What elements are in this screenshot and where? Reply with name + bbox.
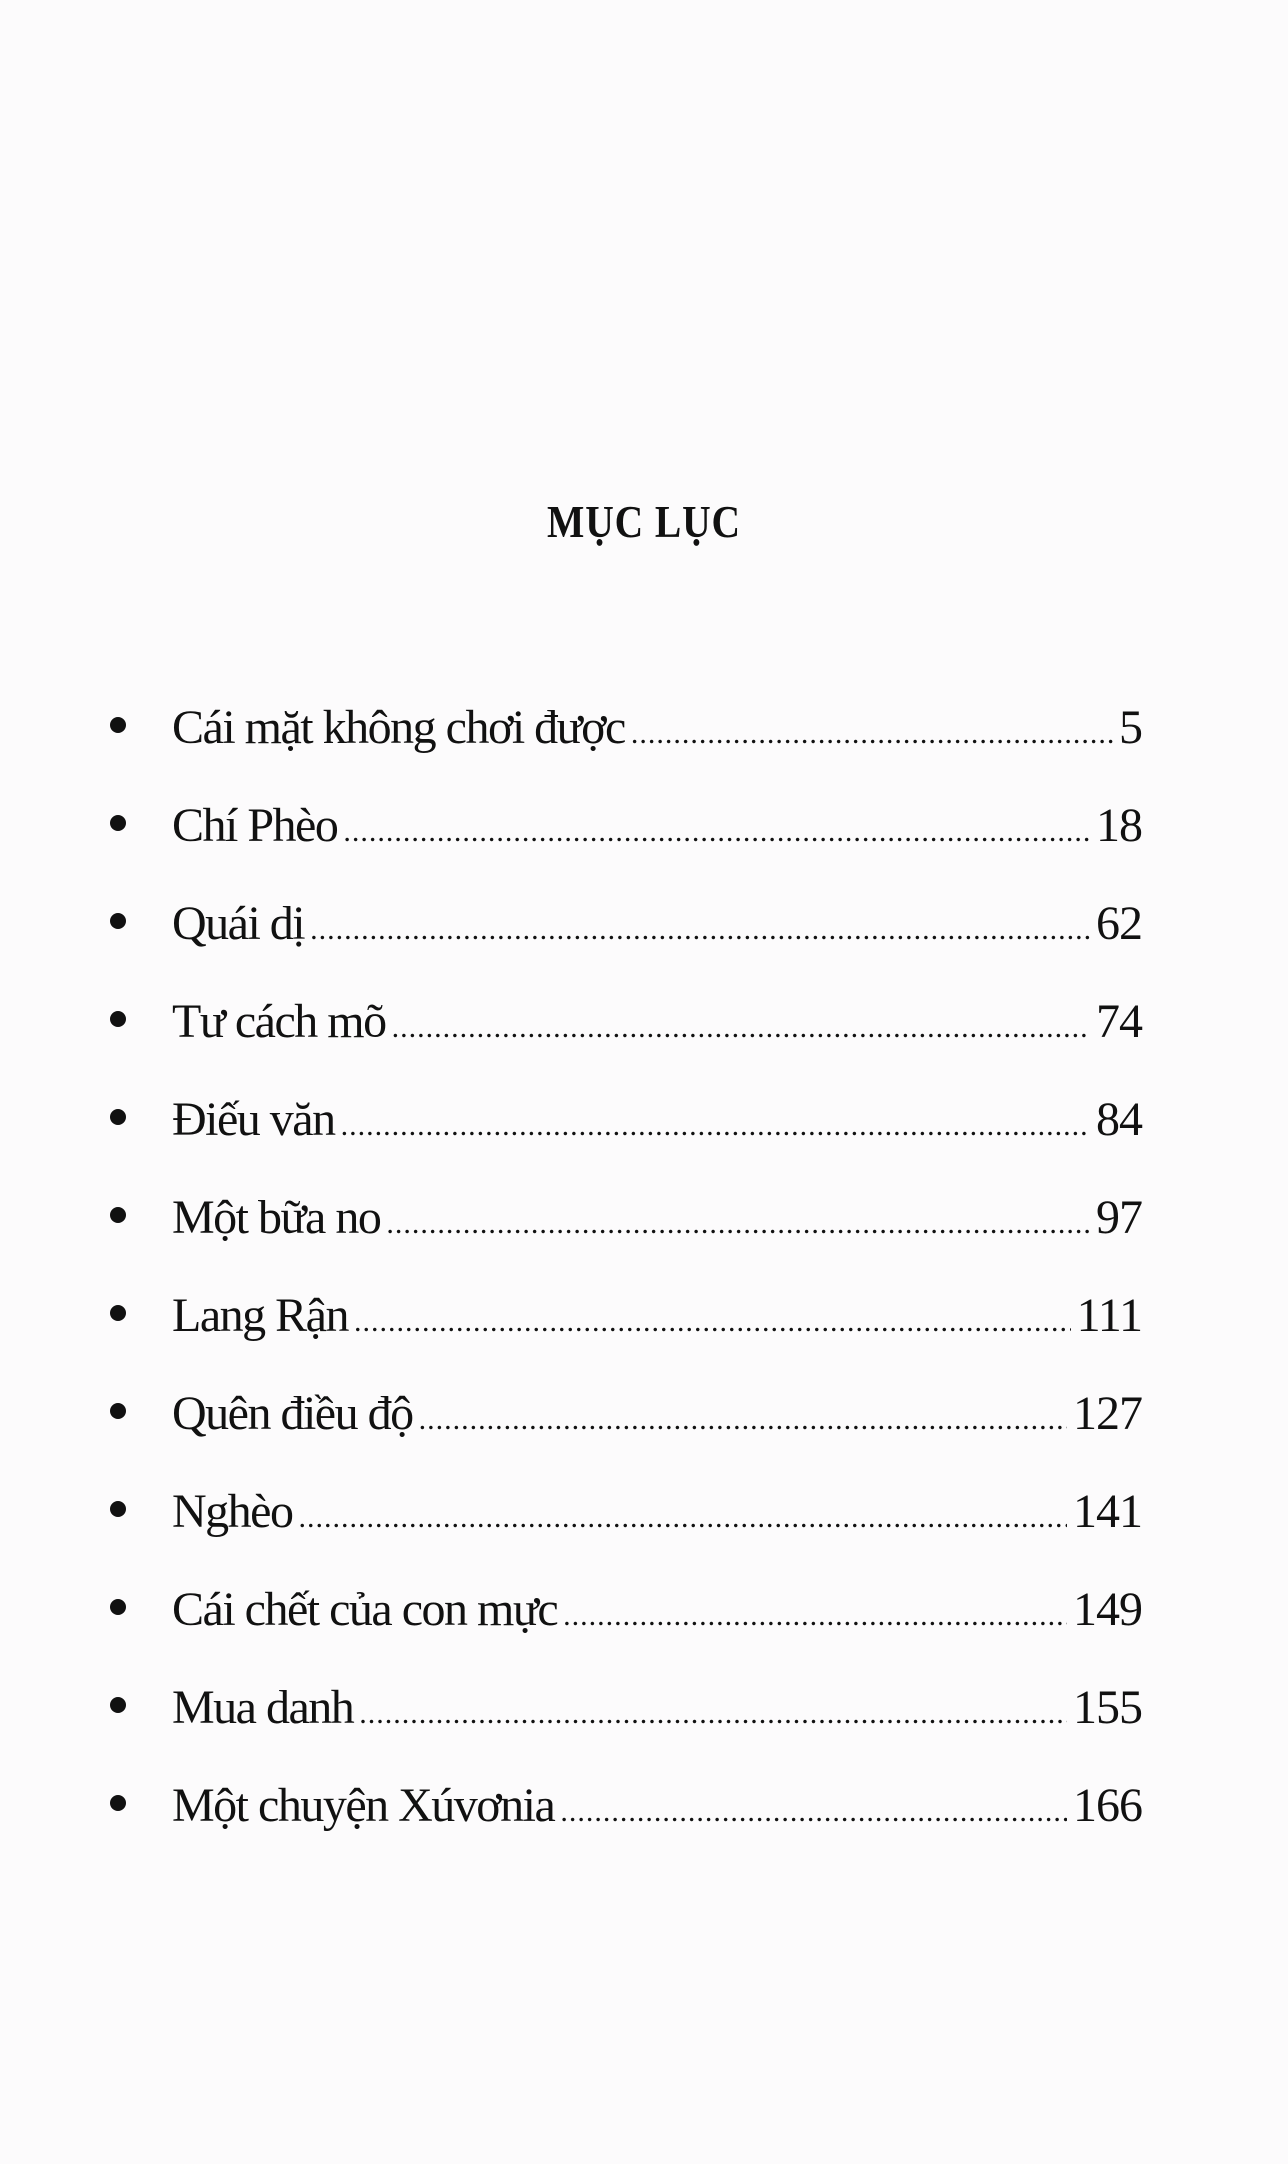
- toc-entry-title: Lang Rận: [172, 1289, 348, 1342]
- toc-entry-page: 111: [1076, 1289, 1142, 1342]
- dot-leader: [359, 1697, 1067, 1731]
- dot-leader: [354, 1305, 1071, 1339]
- toc-entry-title: Điếu văn: [172, 1093, 335, 1146]
- toc-entry-title: Một bữa no: [172, 1191, 381, 1244]
- toc-entry-title: Mua danh: [172, 1681, 354, 1734]
- bullet-icon: [110, 1697, 126, 1713]
- toc-entry: [110, 994, 1142, 1092]
- toc-entry-title: Tư cách mõ: [172, 995, 386, 1048]
- table-of-contents: [110, 700, 1142, 1876]
- bullet-icon: [110, 1795, 126, 1811]
- toc-entry-title: Chí Phèo: [172, 799, 338, 852]
- toc-entry-page: 149: [1073, 1583, 1142, 1636]
- toc-entry-page: 18: [1096, 799, 1142, 852]
- dot-leader: [563, 1599, 1067, 1633]
- toc-entry: [110, 1190, 1142, 1288]
- bullet-icon: [110, 1305, 126, 1321]
- toc-entry: [110, 1092, 1142, 1190]
- toc-entry-page: 84: [1096, 1093, 1142, 1146]
- toc-entry-title: Quên điều độ: [172, 1387, 413, 1440]
- toc-entry: [110, 1778, 1142, 1876]
- toc-entry-page: 62: [1096, 897, 1142, 950]
- bullet-icon: [110, 913, 126, 929]
- dot-leader: [298, 1501, 1067, 1535]
- bullet-icon: [110, 1011, 126, 1027]
- toc-entry: [110, 1582, 1142, 1680]
- toc-entry: [110, 1484, 1142, 1582]
- toc-entry-page: 74: [1096, 995, 1142, 1048]
- bullet-icon: [110, 1403, 126, 1419]
- toc-entry-page: 166: [1073, 1779, 1142, 1832]
- toc-entry-page: 141: [1073, 1485, 1142, 1538]
- toc-title: MỤC LỤC: [547, 496, 741, 547]
- toc-entry-page: 97: [1096, 1191, 1142, 1244]
- dot-leader: [392, 1011, 1090, 1045]
- bullet-icon: [110, 1207, 126, 1223]
- toc-entry-title: Cái mặt không chơi được: [172, 701, 625, 754]
- dot-leader: [310, 913, 1090, 947]
- toc-entry-title: Nghèo: [172, 1485, 293, 1538]
- toc-entry: [110, 1680, 1142, 1778]
- dot-leader: [386, 1207, 1090, 1241]
- toc-entry: [110, 1288, 1142, 1386]
- dot-leader: [341, 1109, 1090, 1143]
- toc-entry-page: 155: [1073, 1681, 1142, 1734]
- bullet-icon: [110, 1501, 126, 1517]
- toc-entry: [110, 896, 1142, 994]
- bullet-icon: [110, 1599, 126, 1615]
- toc-entry-title: Một chuyện Xúvơnia: [172, 1779, 555, 1832]
- toc-entry-page: 5: [1119, 701, 1142, 754]
- dot-leader: [343, 815, 1090, 849]
- toc-entry: [110, 700, 1142, 798]
- bullet-icon: [110, 1109, 126, 1125]
- toc-entry-title: Cái chết của con mực: [172, 1583, 558, 1636]
- toc-entry: [110, 798, 1142, 896]
- dot-leader: [631, 717, 1113, 751]
- dot-leader: [419, 1403, 1067, 1437]
- toc-entry-title: Quái dị: [172, 897, 305, 950]
- bullet-icon: [110, 717, 126, 733]
- dot-leader: [560, 1795, 1067, 1829]
- toc-entry-page: 127: [1073, 1387, 1142, 1440]
- toc-entry: [110, 1386, 1142, 1484]
- bullet-icon: [110, 815, 126, 831]
